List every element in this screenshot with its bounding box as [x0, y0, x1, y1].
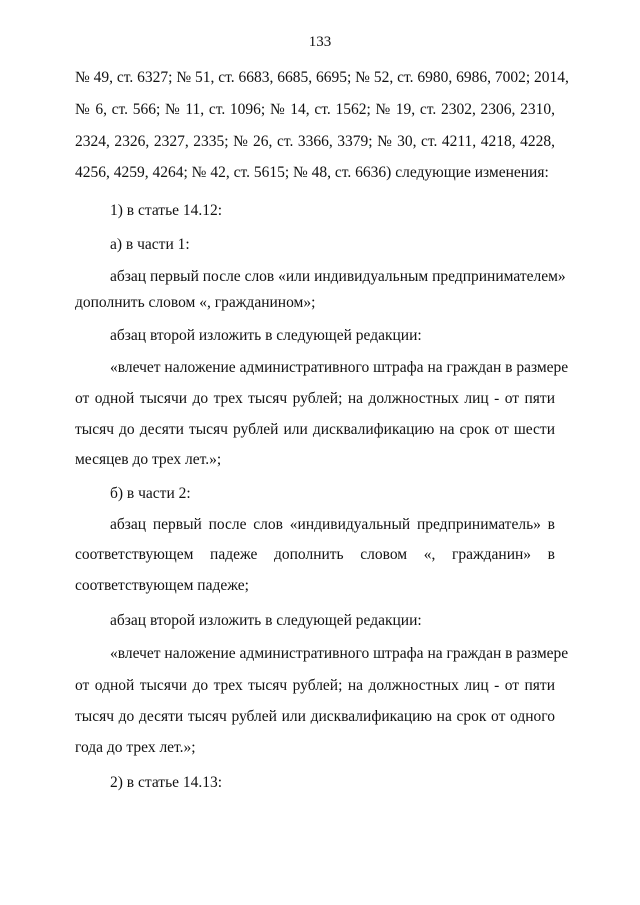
text-line: года до трех лет.»;	[75, 739, 196, 756]
text-line: дополнить словом «, гражданином»;	[75, 294, 316, 311]
text-line: «влечет наложение административного штрафа на граждан в размере	[110, 359, 569, 376]
text-line: б) в части 2:	[110, 485, 191, 502]
text-line: тысяч до десяти тысяч рублей или дисквалификацию на срок от одного	[75, 708, 555, 725]
text-line: 2) в статье 14.13:	[110, 774, 223, 791]
text-line: «влечет наложение административного штрафа на граждан в размере	[110, 645, 569, 662]
text-line: 2324, 2326, 2327, 2335; № 26, ст. 3366, 3379; № 30, ст. 4211, 4218, 4228,	[75, 133, 555, 150]
text-line: абзац второй изложить в следующей редакции:	[110, 327, 422, 344]
text-line: абзац первый после слов «или индивидуальным предпринимателем»	[110, 268, 566, 285]
text-line: № 49, ст. 6327; № 51, ст. 6683, 6685, 6695; № 52, ст. 6980, 6986, 7002; 2014,	[75, 69, 569, 86]
text-line: тысяч до десяти тысяч рублей или дисквалификацию на срок от шести	[75, 421, 555, 438]
text-line: от одной тысячи до трех тысяч рублей; на должностных лиц - от пяти	[75, 677, 555, 694]
text-line: месяцев до трех лет.»;	[75, 451, 222, 468]
text-line: абзац первый после слов «индивидуальный предприниматель» в	[110, 516, 555, 533]
text-line: соответствующем падеже;	[75, 577, 249, 594]
text-line: а) в части 1:	[110, 236, 190, 253]
text-line: 4256, 4259, 4264; № 42, ст. 5615; № 48, ст. 6636) следующие изменения:	[75, 164, 549, 181]
text-line: соответствующем падеже дополнить словом «, гражданин» в	[75, 546, 555, 563]
text-line: от одной тысячи до трех тысяч рублей; на должностных лиц - от пяти	[75, 390, 555, 407]
text-line: абзац второй изложить в следующей редакции:	[110, 612, 422, 629]
page-number: 133	[308, 34, 332, 50]
text-line: 1) в статье 14.12:	[110, 202, 223, 219]
text-line: № 6, ст. 566; № 11, ст. 1096; № 14, ст. 1562; № 19, ст. 2302, 2306, 2310,	[75, 101, 555, 118]
